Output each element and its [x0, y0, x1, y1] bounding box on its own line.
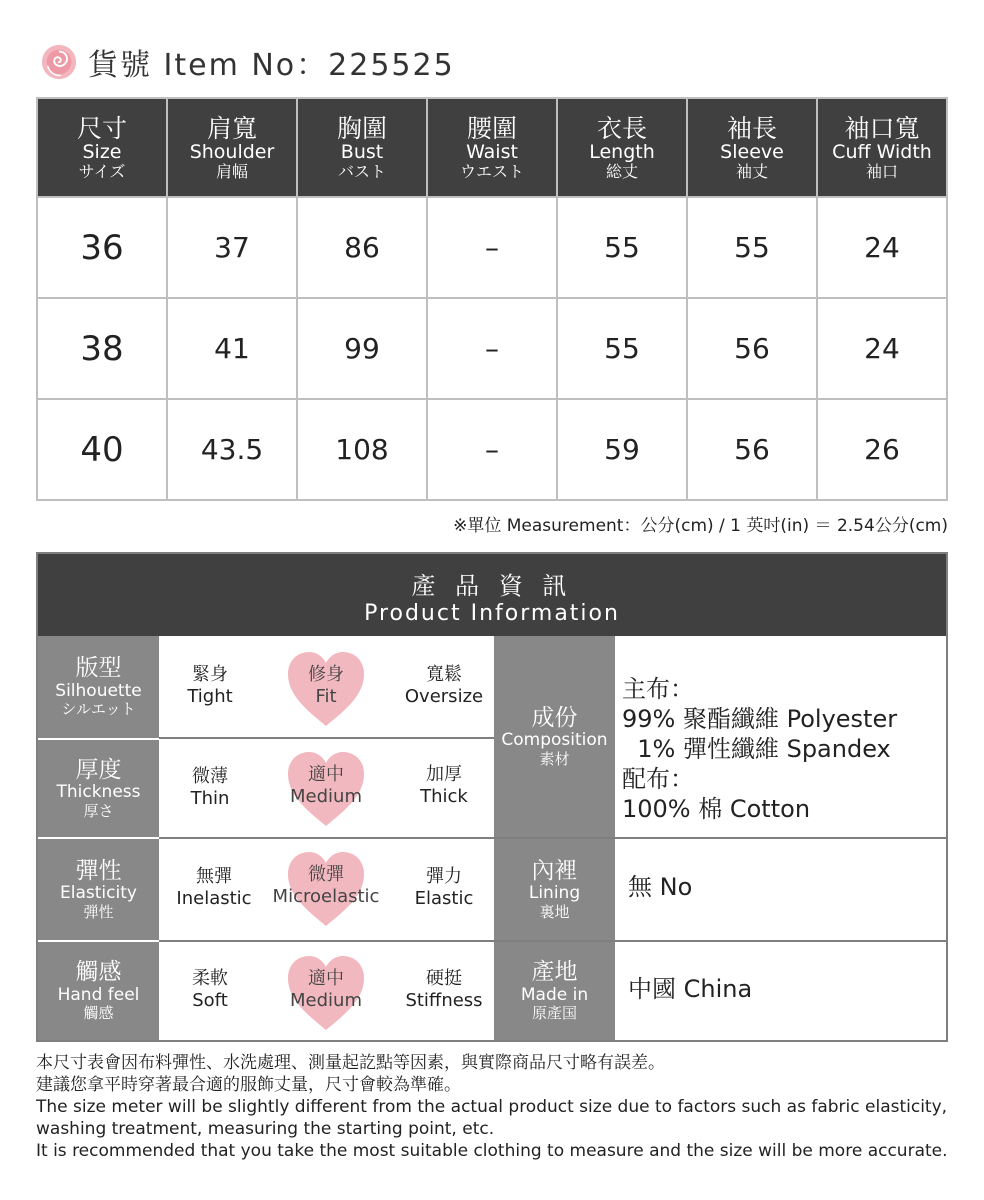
col-header-bust: 胸圍 Bust バスト — [297, 98, 427, 197]
silhouette-option-oversize: 寬鬆 Oversize — [404, 664, 484, 707]
composition-label: 成份 Composition 素材 — [494, 636, 615, 837]
bust-cell: 108 — [297, 399, 427, 500]
lining-value: 無 No — [628, 873, 693, 901]
table-row — [37, 298, 947, 399]
elasticity-label: 彈性 Elasticity 弾性 — [38, 839, 159, 940]
item-header — [40, 40, 455, 84]
thickness-option-thick: 加厚 Thick — [420, 764, 468, 807]
sleeve-cell: 56 — [687, 399, 817, 500]
length-cell: 55 — [557, 298, 687, 399]
thickness-option-thin: 微薄 Thin — [190, 766, 230, 809]
product-info-title-zh: 產 品 資 訊 — [411, 572, 573, 600]
waist-cell: – — [427, 298, 557, 399]
cuff-width-cell: 24 — [817, 298, 947, 399]
disclaimer — [36, 1052, 956, 1162]
silhouette-option-tight: 緊身 Tight — [187, 664, 233, 707]
sleeve-cell: 55 — [687, 197, 817, 298]
shoulder-cell: 37 — [167, 197, 297, 298]
size-table — [36, 97, 948, 501]
made-in-value: 中國 China — [628, 975, 753, 1003]
elasticity-selected-heart: 微彈 Microelastic — [286, 850, 366, 928]
col-header-waist: 腰圍 Waist ウエスト — [427, 98, 557, 197]
elasticity-option-elastic: 彈力 Elastic — [414, 866, 474, 909]
shoulder-cell: 43.5 — [167, 399, 297, 500]
item-title: 貨號 Item No：225525 — [88, 48, 455, 83]
product-info-panel — [36, 552, 948, 1042]
col-header-size: 尺寸 Size サイズ — [37, 98, 167, 197]
made-in-label: 產地 Made in 原產国 — [494, 942, 615, 1040]
divider — [159, 940, 946, 942]
size-cell: 36 — [37, 197, 167, 298]
cuff-width-cell: 26 — [817, 399, 947, 500]
length-cell: 59 — [557, 399, 687, 500]
sleeve-cell: 56 — [687, 298, 817, 399]
col-header-length: 衣長 Length 総丈 — [557, 98, 687, 197]
size-cell: 38 — [37, 298, 167, 399]
waist-cell: – — [427, 399, 557, 500]
col-header-sleeve: 袖長 Sleeve 袖丈 — [687, 98, 817, 197]
silhouette-selected-heart: 修身 Fit — [286, 650, 366, 728]
length-cell: 55 — [557, 197, 687, 298]
divider — [159, 837, 946, 839]
col-header-shoulder: 肩寬 Shoulder 肩幅 — [167, 98, 297, 197]
product-info-title-en: Product Information — [364, 601, 620, 626]
waist-cell: – — [427, 197, 557, 298]
size-cell: 40 — [37, 399, 167, 500]
disclaimer-line: It is recommended that you take the most suitable clothing to measure and the size will be more accurate. — [36, 1141, 948, 1161]
product-info-header — [38, 554, 946, 636]
hand-feel-option-soft: 柔軟 Soft — [192, 968, 228, 1011]
disclaimer-line: 建議您拿平時穿著最合適的服飾丈量，尺寸會較為準確。 — [36, 1075, 461, 1095]
thickness-selected-heart: 適中 Medium — [286, 750, 366, 828]
hand-feel-selected-heart: 適中 Medium — [286, 954, 366, 1032]
disclaimer-line: The size meter will be slightly different from the actual product size due to factors such as fabric elasticity, — [36, 1097, 948, 1117]
divider — [159, 737, 494, 739]
hand-feel-label: 觸感 Hand feel 觸感 — [38, 942, 159, 1040]
composition-value: 主布： 99% 聚酯纖維 Polyester 1% 彈性纖維 Spandex 配布： 100% 棉 Cotton — [622, 675, 898, 823]
hand-feel-option-stiffness: 硬挺 Stiffness — [405, 968, 483, 1011]
col-header-cuff-width: 袖口寬 Cuff Width 袖口 — [817, 98, 947, 197]
thickness-label: 厚度 Thickness 厚さ — [38, 740, 159, 837]
bust-cell: 99 — [297, 298, 427, 399]
shoulder-cell: 41 — [167, 298, 297, 399]
disclaimer-line: washing treatment, measuring the starting point, etc. — [36, 1119, 495, 1139]
lining-label: 內裡 Lining 裏地 — [494, 839, 615, 940]
cuff-width-cell: 24 — [817, 197, 947, 298]
disclaimer-line: 本尺寸表會因布料彈性、水洗處理、測量起訖點等因素，與實際商品尺寸略有誤差。 — [36, 1053, 665, 1073]
rose-icon — [40, 43, 78, 81]
unit-note: ※單位 Measurement：公分(cm) / 1 英吋(in) ＝ 2.54公分(cm) — [453, 516, 948, 536]
silhouette-label: 版型 Silhouette シルエット — [38, 636, 159, 738]
bust-cell: 86 — [297, 197, 427, 298]
elasticity-option-inelastic: 無彈 Inelastic — [176, 866, 252, 909]
table-row — [37, 399, 947, 500]
table-row — [37, 197, 947, 298]
